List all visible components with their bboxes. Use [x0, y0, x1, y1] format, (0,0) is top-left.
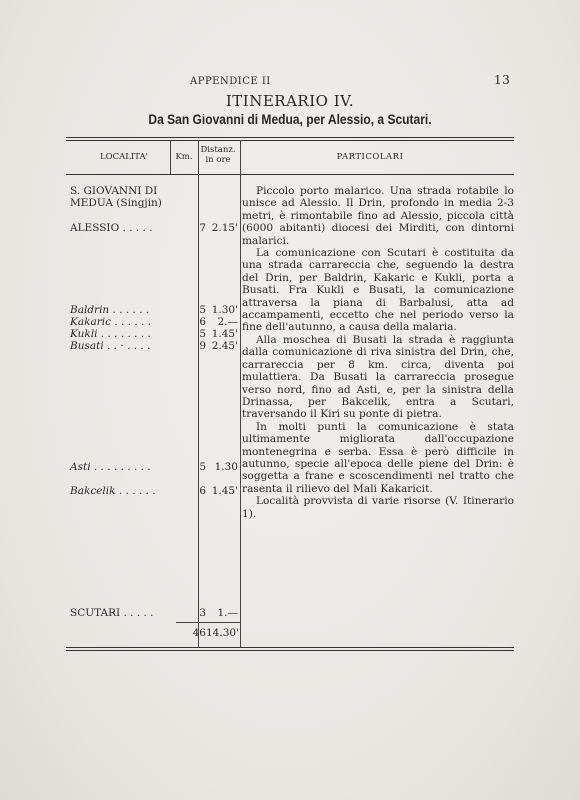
paragraph-comunicazione: La comunicazione con Scutari è costituita da una strada carrareccia che, seguendo la destra del Drin, per Baldrin, Kakaric e Kukli, porta a Busati. Fra Kukli e Busati, la comunicazione attraversa la piana di Barbalusi, atta ad accampamenti, eccetto che nel periodo verso la fine dell'autunno, a causa della malaria. — [242, 247, 514, 334]
total-ore: 14.30' — [206, 627, 239, 639]
bottom-rule-2 — [66, 650, 514, 651]
col-particolari: PARTICOLARI — [336, 152, 404, 162]
row-busati-ore: 2.45' — [211, 340, 238, 352]
top-rule-1 — [66, 137, 514, 138]
col-distanz — [199, 145, 237, 165]
row-scutari-km: 3 — [199, 607, 206, 619]
row-kakaric-name: Kakaric . . . . . . — [70, 316, 152, 328]
vline-loc-km-head — [170, 140, 171, 174]
totals-rule — [176, 622, 240, 623]
row-bakcelik-km: 6 — [199, 485, 206, 497]
row-bakcelik-name: Bakcelik . . . . . . — [70, 485, 156, 497]
row-alessio-km: 7 — [199, 222, 206, 234]
row-baldrin-name: Baldrin . . . . . . — [70, 304, 150, 316]
row-sangiovanni-line1: S. GIOVANNI DI — [70, 185, 158, 197]
col-distanz-line2: in ore — [205, 155, 231, 165]
row-scutari-ore: 1.— — [217, 607, 238, 619]
row-sangiovanni-line2: MEDUA (Singjin) — [70, 197, 162, 209]
row-alessio-name: ALESSIO . . . . . — [70, 222, 153, 234]
row-kukli-name: Kukli . . . . . . . . — [70, 328, 151, 340]
row-scutari-name: SCUTARI . . . . . — [70, 607, 154, 619]
row-baldrin-ore: 1.30' — [211, 304, 238, 316]
total-km: 46 — [192, 627, 206, 639]
row-kakaric-ore: 2.— — [217, 316, 238, 328]
row-alessio-ore: 2.15' — [211, 222, 238, 234]
paragraph-migliorata: In molti punti la comunicazione è stata ultimamente migliorata dall'occupazione montenegrina e serba. Essa è però difficile in autunno, specie all'epoca delle piene del Drin: è soggetta a frane e scoscendimenti nel tratto che rasenta il rilievo del Mali Kakaricit. — [242, 420, 514, 495]
col-distanz-line1: Distanz. — [200, 145, 236, 155]
paragraph-san-giovanni: Piccolo porto malarico. Una strada rotabile lo unisce ad Alessio. Il Drin, profondo in media 2-3 metri, è rimontabile fino ad Alessio, piccola città (6000 abitanti) diocesi dei Mirditi, con dintorni malarici. — [242, 185, 514, 247]
row-kakaric-km: 6 — [199, 316, 206, 328]
row-busati-km: 9 — [199, 340, 206, 352]
itinerary-title: ITINERARIO IV. — [225, 92, 355, 110]
row-kukli-km: 5 — [199, 328, 206, 340]
top-rule-2 — [66, 140, 514, 141]
vline-ore-part — [240, 140, 241, 647]
page-number: 13 — [494, 73, 511, 87]
paragraph-busati: Alla moschea di Busati la strada è raggiunta dalla comunicazione di riva sinistra del Drin, che, carrareccia per 8 km. circa, diventa poi mulattiera. Da Busati la carrareccia prosegue verso nord, fino ad Asti, e, per la sinistra della Drinassa, per Bakcelik, entra a Scutari, traversando il Kiri su ponte di pietra. — [242, 333, 514, 421]
itinerary-subtitle: Da San Giovanni di Medua, per Alessio, a Scutari. — [148, 111, 432, 127]
row-bakcelik-ore: 1.45' — [211, 485, 238, 497]
row-asti-name: Asti . . . . . . . . . — [70, 461, 151, 473]
row-baldrin-km: 5 — [199, 304, 206, 316]
row-kukli-ore: 1.45' — [211, 328, 238, 340]
particolari-text — [242, 185, 514, 520]
col-km: Km. — [175, 152, 193, 162]
row-busati-name: Busati . . · . . . . — [70, 340, 151, 352]
running-title: APPENDICE II — [190, 76, 271, 87]
row-asti-ore: 1.30 — [214, 461, 238, 473]
vline-km-ore — [198, 140, 199, 647]
bottom-rule-1 — [66, 647, 514, 648]
header-bottom-rule — [66, 174, 514, 175]
row-asti-km: 5 — [199, 461, 206, 473]
col-localita: LOCALITA' — [100, 152, 148, 162]
paragraph-scutari: Località provvista di varie risorse (V. Itinerario 1). — [242, 495, 514, 520]
